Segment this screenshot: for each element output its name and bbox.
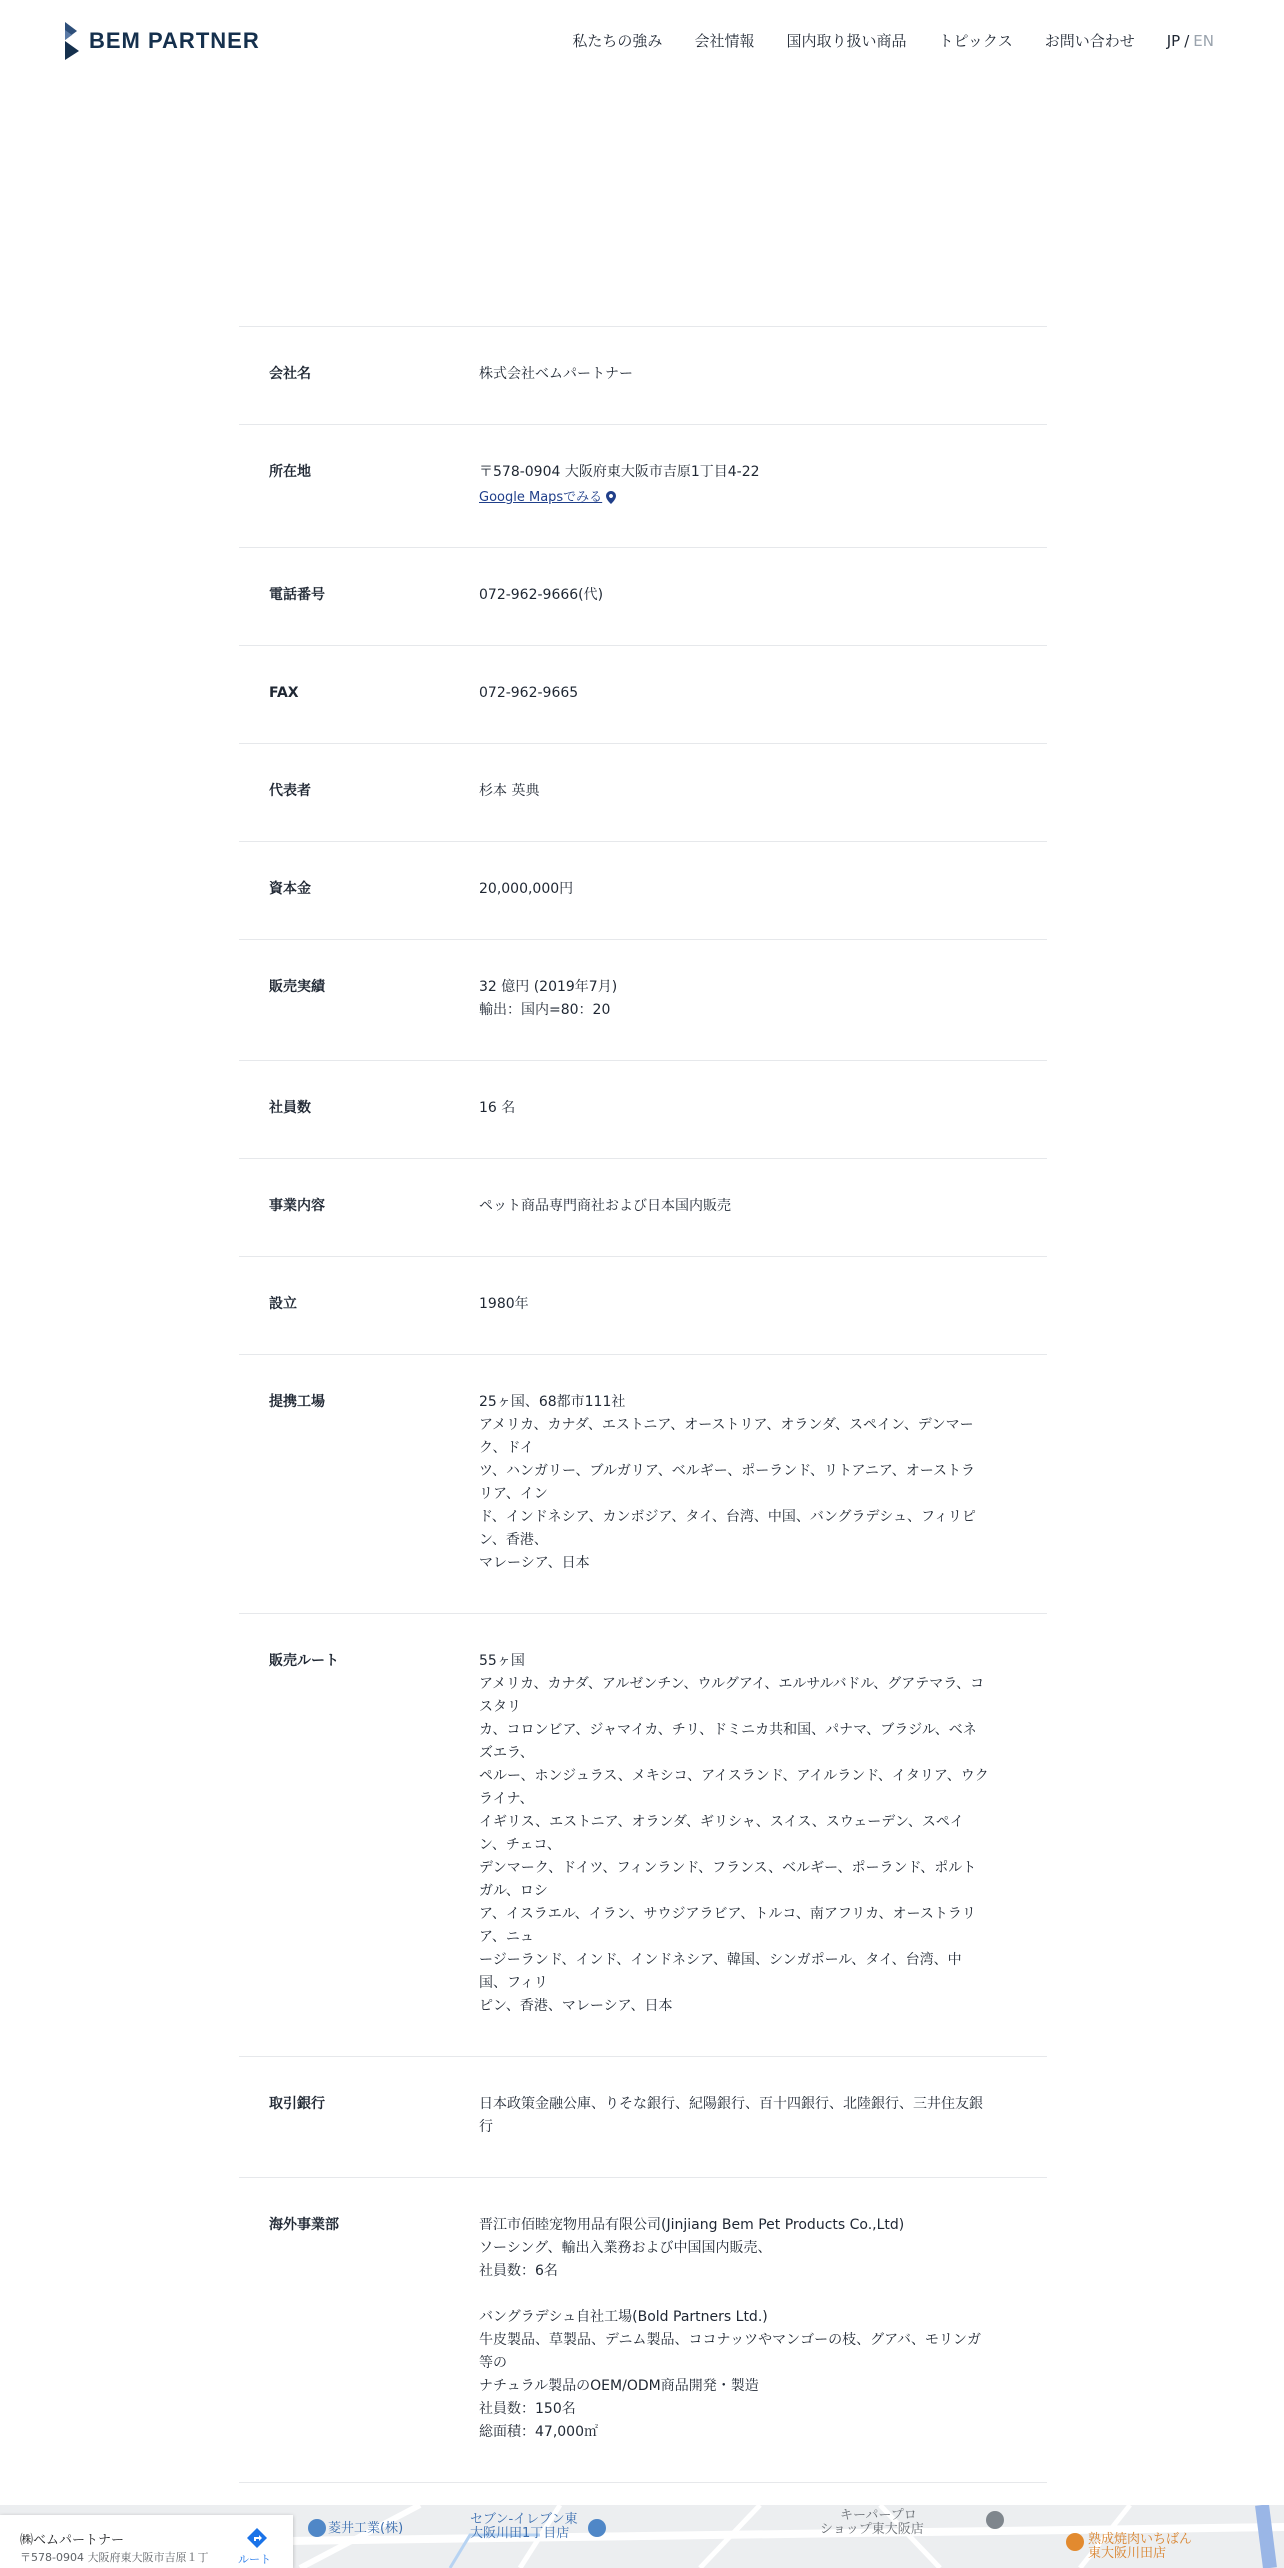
info-value: [479, 2093, 989, 2139]
poi-keeper-line2[interactable]: ショップ東大阪店: [820, 2522, 924, 2537]
info-value: [479, 584, 989, 607]
info-label: 海外事業部: [269, 2217, 339, 2233]
poi-yakiniku-line1[interactable]: 熟成焼肉いちばん: [1088, 2532, 1193, 2547]
info-value-line: 〒578-0904 大阪府東大阪市吉原1丁目4-22: [479, 464, 760, 480]
info-value: [479, 682, 989, 705]
info-value-line: アメリカ、カナダ、アルゼンチン、ウルグアイ、エルサルバドル、グアテマラ、コスタリ: [479, 1676, 985, 1715]
info-value-line: 072-962-9666(代): [479, 587, 604, 603]
info-value-line: 晋江市佰睦宠物用品有限公司(Jinjiang Bem Pet Products Co.,Ltd): [479, 2217, 905, 2233]
info-value-line: イギリス、エストニア、オランダ、ギリシャ、スイス、スウェーデン、スペイン、チェコ、: [479, 1814, 964, 1853]
info-value: [479, 976, 989, 1022]
info-value-line: デンマーク、ドイツ、フィンランド、フランス、ベルギー、ポーランド、ポルトガル、ロシ: [479, 1860, 977, 1899]
info-value-line: ペルー、ホンジュラス、メキシコ、アイスランド、アイルランド、イタリア、ウクライナ、: [479, 1768, 989, 1807]
info-row-overseas-division: [239, 2178, 1047, 2483]
map-place-address: 〒578-0904 大阪府東大阪市吉原１丁: [20, 2551, 209, 2564]
info-label: 会社名: [269, 366, 311, 382]
info-row-employees: [239, 1061, 1047, 1159]
nav-company-info[interactable]: 会社情報: [694, 32, 755, 50]
info-value-line: マレーシア、日本: [479, 1555, 590, 1571]
site-logo[interactable]: [63, 20, 260, 62]
poi-seven-eleven-line1[interactable]: セブン-イレブン東: [470, 2512, 578, 2527]
poi-pin-icon: [986, 2511, 1004, 2529]
company-info-table: [239, 326, 1047, 2483]
map-place-card: [0, 2515, 293, 2568]
info-value-line: 日本政策金融公庫、りそな銀行、紀陽銀行、百十四銀行、北陸銀行、三井住友銀: [479, 2096, 983, 2112]
google-map[interactable]: [0, 2505, 1284, 2568]
poi-seven-eleven-line2[interactable]: 大阪川田1丁目店: [470, 2526, 570, 2541]
lang-en[interactable]: EN: [1193, 31, 1214, 50]
main-nav: [572, 30, 1214, 51]
info-value-line: 牛皮製品、草製品、デニム製品、ココナッツやマンゴーの枝、グアバ、モリンガ等の: [479, 2332, 982, 2371]
poi-restaurant-icon: [1066, 2533, 1084, 2551]
info-row-banks: [239, 2057, 1047, 2178]
info-value: [479, 1650, 989, 2018]
info-row-sales-results: [239, 940, 1047, 1061]
info-value-line: バングラデシュ自社工場(Bold Partners Ltd.): [479, 2309, 768, 2325]
info-label: 資本金: [269, 881, 311, 897]
info-row-company-name: [239, 327, 1047, 425]
info-value-line: 株式会社ベムパートナー: [479, 366, 633, 382]
info-row-representative: [239, 744, 1047, 842]
info-value-line: 総面積：47,000㎡: [479, 2424, 598, 2440]
google-maps-link-text: Google Mapsでみる: [479, 490, 603, 505]
info-label: FAX: [269, 685, 299, 701]
info-row-fax: [239, 646, 1047, 744]
info-value-line: ツ、ハンガリー、ブルガリア、ベルギー、ポーランド、リトアニア、オーストラリア、イン: [479, 1463, 976, 1502]
info-value: [479, 780, 989, 803]
info-value: [479, 1391, 989, 1575]
info-value-line: ピン、香港、マレーシア、日本: [479, 1998, 673, 2014]
info-value: [479, 1293, 989, 1316]
info-label: 設立: [269, 1296, 297, 1312]
info-value-line: 社員数：6名: [479, 2263, 558, 2279]
nav-strengths[interactable]: 私たちの強み: [572, 32, 663, 50]
info-value-line: 行: [479, 2119, 493, 2135]
google-maps-link[interactable]: [479, 486, 616, 509]
site-header: [0, 0, 1284, 82]
info-row-sales-routes: [239, 1614, 1047, 2057]
language-switcher: [1167, 32, 1214, 50]
info-row-business: [239, 1159, 1047, 1257]
info-value: [479, 1097, 989, 1120]
route-icon: [246, 2527, 268, 2549]
info-value-line: アメリカ、カナダ、エストニア、オーストリア、オランダ、スペイン、デンマーク、ドイ: [479, 1417, 974, 1456]
info-value-line: 輸出：国内=80：20: [479, 1002, 611, 1018]
info-value-line: ージーランド、インド、インドネシア、韓国、シンガポール、タイ、台湾、中国、フィリ: [479, 1952, 962, 1991]
info-label: 提携工場: [269, 1394, 325, 1410]
info-row-capital: [239, 842, 1047, 940]
info-row-partner-factories: [239, 1355, 1047, 1614]
map-pin-icon: [606, 491, 616, 504]
nav-contact[interactable]: お問い合わせ: [1044, 32, 1135, 50]
info-value-line: ナチュラル製品のOEM/ODM商品開発・製造: [479, 2378, 759, 2394]
poi-store-icon: [588, 2519, 606, 2537]
logo-text: BEM PARTNER: [89, 28, 260, 53]
info-value-line: 25ヶ国、68都市111社: [479, 1394, 626, 1410]
info-value: [479, 1195, 989, 1218]
info-value-line: 社員数：150名: [479, 2401, 576, 2417]
info-value-line: 16 名: [479, 1100, 516, 1116]
route-label: ルート: [238, 2553, 271, 2566]
poi-yakiniku-line2[interactable]: 東大阪川田店: [1088, 2546, 1167, 2561]
info-label: 代表者: [269, 783, 311, 799]
info-value-line: 杉本 英典: [479, 783, 540, 799]
info-label: 販売実績: [269, 979, 325, 995]
info-value-line: 20,000,000円: [479, 881, 574, 897]
info-value-line: 1980年: [479, 1296, 529, 1312]
info-row-established: [239, 1257, 1047, 1355]
info-value-line: ア、イスラエル、イラン、サウジアラビア、トルコ、南アフリカ、オーストラリア、ニュ: [479, 1906, 976, 1945]
info-label: 取引銀行: [269, 2096, 325, 2112]
info-value: [479, 2214, 989, 2444]
nav-topics[interactable]: トピックス: [938, 32, 1013, 50]
info-value-line: 55ヶ国: [479, 1653, 525, 1669]
poi-factory-icon: [308, 2519, 326, 2537]
info-value-line: 32 億円 (2019年7月): [479, 979, 618, 995]
info-value-line: ド、インドネシア、カンボジア、タイ、台湾、中国、バングラデシュ、フィリピン、香港、: [479, 1509, 976, 1548]
blank-line: [479, 2283, 989, 2306]
info-label: 社員数: [269, 1100, 311, 1116]
lang-jp[interactable]: JP: [1166, 31, 1181, 50]
info-label: 電話番号: [269, 587, 325, 603]
info-label: 所在地: [269, 464, 311, 480]
info-value-line: ペット商品専門商社および日本国内販売: [479, 1198, 731, 1214]
info-row-phone: [239, 548, 1047, 646]
info-label: 販売ルート: [269, 1653, 339, 1669]
logo-mark-icon: [63, 20, 81, 62]
map-route-button[interactable]: [236, 2523, 276, 2568]
poi-hishii-kogyo[interactable]: 菱井工業(株): [328, 2521, 404, 2536]
info-value: [479, 878, 989, 901]
info-value-line: カ、コロンビア、ジャマイカ、チリ、ドミニカ共和国、パナマ、ブラジル、ベネズエラ、: [479, 1722, 977, 1761]
poi-keeper-line1[interactable]: キーパープロ: [840, 2508, 917, 2523]
nav-domestic-products[interactable]: 国内取り扱い商品: [786, 32, 907, 50]
map-place-name: ㈱ベムパートナー: [20, 2533, 125, 2548]
info-row-address: [239, 425, 1047, 548]
lang-separator: /: [1184, 31, 1190, 50]
info-label: 事業内容: [269, 1198, 325, 1214]
info-value-line: ソーシング、輸出入業務および中国国内販売、: [479, 2240, 772, 2256]
info-value: [479, 363, 989, 386]
info-value-line: 072-962-9665: [479, 685, 579, 701]
info-value: [479, 461, 989, 509]
